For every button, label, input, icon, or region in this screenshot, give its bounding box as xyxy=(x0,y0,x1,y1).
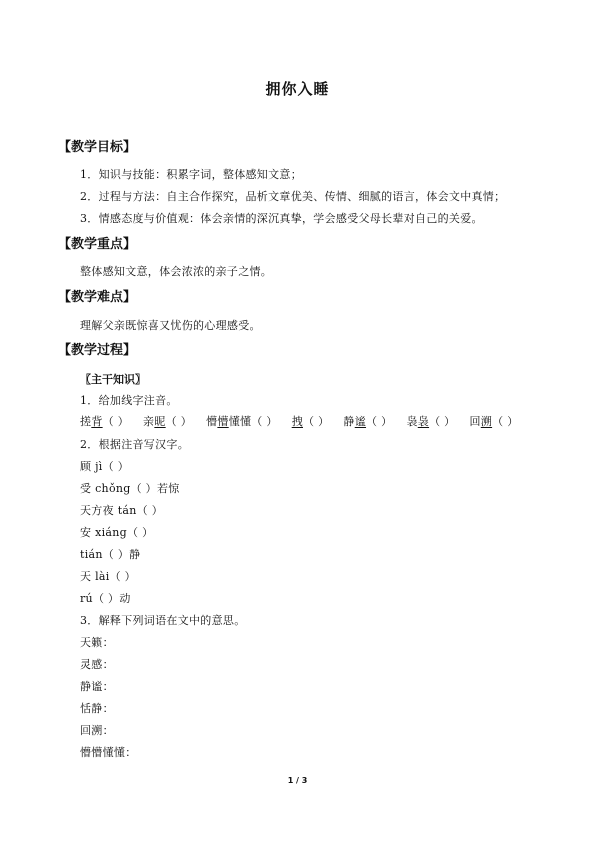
q1-item: 亲昵（ ） xyxy=(143,415,193,428)
q2-item-2: 受 chǒng（ ）若惊 xyxy=(80,482,180,495)
q2-title: 2．根据注音写汉字。 xyxy=(80,438,189,451)
q3-item-6: 懵懵懂懂： xyxy=(80,746,137,759)
q2-item-4: 安 xiáng（ ） xyxy=(80,526,154,539)
heading-teaching-goals: 【教学目标】 xyxy=(58,140,137,155)
q3-item-3: 静谧： xyxy=(80,680,114,693)
heading-teaching-process: 【教学过程】 xyxy=(58,343,137,358)
q2-item-1: 顾 jì（ ） xyxy=(80,460,130,473)
heading-difficulties: 【教学难点】 xyxy=(58,290,137,305)
q1-item: 懵懵懂懂（ ） xyxy=(206,415,278,428)
goal-item-3: 3．情感态度与价值观：体会亲情的深沉真挚，学会感受父母长辈对自己的关爱。 xyxy=(80,212,483,225)
q3-item-2: 灵感： xyxy=(80,658,114,671)
q2-item-3: 天方夜 tán（ ） xyxy=(80,504,164,517)
q3-item-5: 回溯： xyxy=(80,724,114,737)
q1-item: 搓背（ ） xyxy=(80,415,130,428)
page-number: 1 / 3 xyxy=(287,776,308,785)
page-title: 拥你入睡 xyxy=(265,80,330,98)
q1-item: 回溯（ ） xyxy=(469,415,519,428)
subheading-core-knowledge: 〖主干知识〗 xyxy=(80,373,146,386)
q3-title: 3．解释下列词语在文中的意思。 xyxy=(80,614,246,627)
heading-key-points: 【教学重点】 xyxy=(58,237,137,252)
q1-item: 拽（ ） xyxy=(291,415,330,428)
q3-item-4: 恬静： xyxy=(80,702,114,715)
q1-items-row xyxy=(80,413,519,429)
key-points-text: 整体感知文意，体会浓浓的亲子之情。 xyxy=(80,265,273,278)
q1-item: 袅袅（ ） xyxy=(406,415,456,428)
q2-item-7: rú（ ）动 xyxy=(80,592,131,605)
q2-item-6: 天 lài（ ） xyxy=(80,570,136,583)
q1-item: 静谧（ ） xyxy=(343,415,393,428)
q2-item-5: tián（ ）静 xyxy=(80,548,141,561)
difficulties-text: 理解父亲既惊喜又忧伤的心理感受。 xyxy=(80,319,261,332)
q3-item-1: 天籁： xyxy=(80,636,114,649)
goal-item-1: 1．知识与技能：积累字词，整体感知文意； xyxy=(80,168,302,181)
q1-title: 1．给加线字注音。 xyxy=(80,394,178,407)
goal-item-2: 2．过程与方法：自主合作探究，品析文章优美、传情、细腻的语言，体会文中真情； xyxy=(80,190,506,203)
